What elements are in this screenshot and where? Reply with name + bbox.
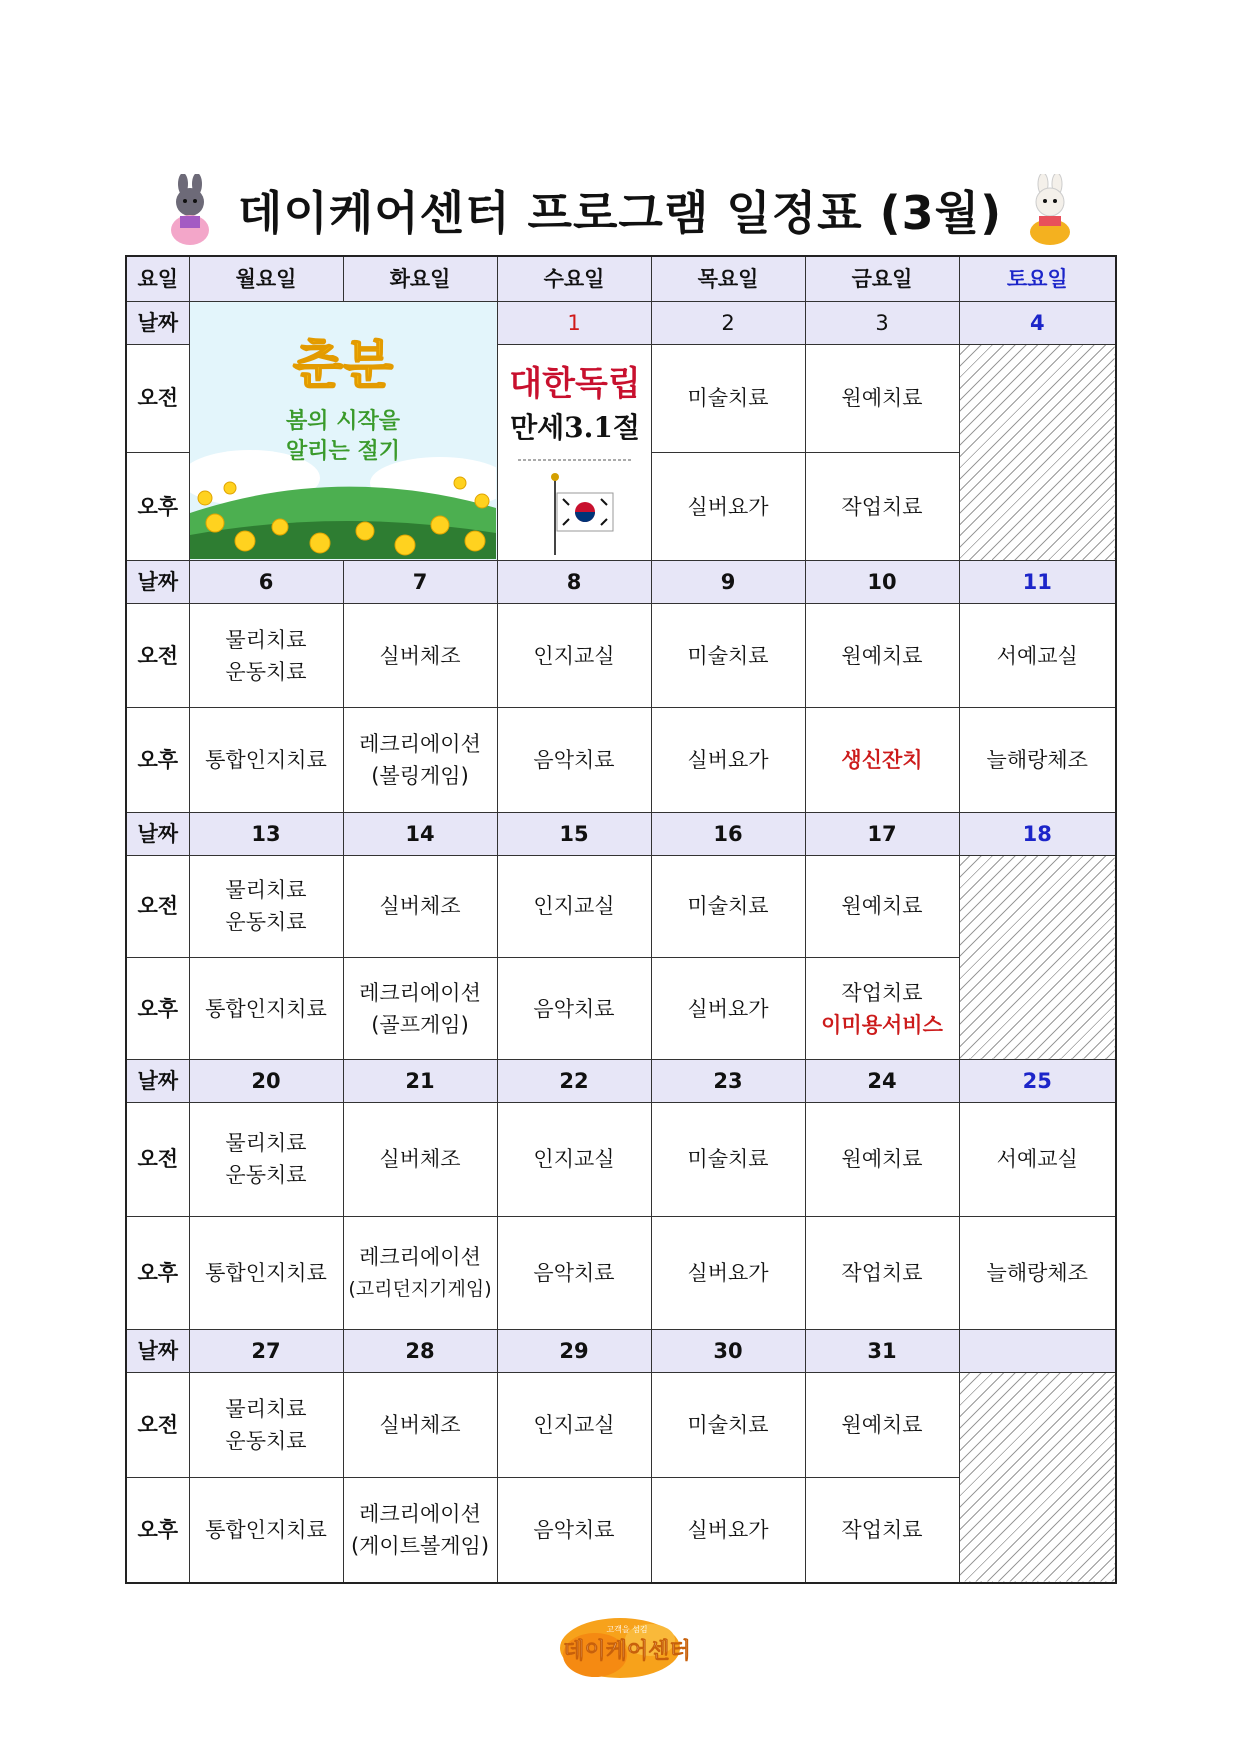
date-row xyxy=(126,1060,1116,1103)
cell-pm: 음악치료 xyxy=(497,708,651,812)
cell-am xyxy=(189,855,343,957)
pm-label: 오후 xyxy=(126,1478,189,1583)
date-cell: 23 xyxy=(651,1060,805,1103)
date-cell: 22 xyxy=(497,1060,651,1103)
am-label: 오전 xyxy=(126,604,189,708)
am-row xyxy=(126,604,1116,708)
program-line: 운동치료 xyxy=(225,910,307,935)
cell-am: 인지교실 xyxy=(497,1372,651,1477)
cell-am: 원예치료 xyxy=(805,344,959,452)
program-line: 물리치료 xyxy=(225,1397,307,1422)
rabbit-hanbok-icon xyxy=(164,174,216,246)
date-cell: 31 xyxy=(805,1329,959,1372)
program-line: (골프게임) xyxy=(371,1012,469,1037)
rabbit-hanbok-icon xyxy=(1024,174,1076,246)
date-cell: 15 xyxy=(497,812,651,855)
cell-am: 미술치료 xyxy=(651,604,805,708)
cell-pm: 통합인지치료 xyxy=(189,708,343,812)
am-label: 오전 xyxy=(126,344,189,452)
date-cell-saturday: 11 xyxy=(959,561,1116,604)
date-cell-holiday: 1 xyxy=(497,301,651,344)
program-line: 물리치료 xyxy=(225,878,307,903)
date-cell: 16 xyxy=(651,812,805,855)
cell-am: 미술치료 xyxy=(651,344,805,452)
cell-pm: 음악치료 xyxy=(497,1478,651,1583)
schedule-table xyxy=(125,255,1117,1584)
date-cell: 21 xyxy=(343,1060,497,1103)
independence-line1: 대한독립 xyxy=(508,364,641,405)
pm-label: 오후 xyxy=(126,708,189,812)
spring-line1: 봄의 시작을 xyxy=(285,408,400,434)
program-line-event: 이미용서비스 xyxy=(821,1012,943,1037)
date-cell-saturday: 25 xyxy=(959,1060,1116,1103)
header-row xyxy=(126,256,1116,301)
spring-line2: 알리는 절기 xyxy=(285,438,400,464)
logo-small-text: 고객을 섬김 xyxy=(606,1625,648,1634)
cell-pm: 실버요가 xyxy=(651,1478,805,1583)
cell-pm: 작업치료 xyxy=(805,452,959,560)
date-cell: 29 xyxy=(497,1329,651,1372)
cell-am: 원예치료 xyxy=(805,604,959,708)
date-cell: 3 xyxy=(805,301,959,344)
date-label: 날짜 xyxy=(126,812,189,855)
closed-cell xyxy=(959,1372,1116,1583)
cell-pm: 음악치료 xyxy=(497,1216,651,1329)
program-line: 작업치료 xyxy=(841,980,923,1005)
date-cell: 27 xyxy=(189,1329,343,1372)
date-cell-saturday xyxy=(959,1329,1116,1372)
am-label: 오전 xyxy=(126,855,189,957)
cell-pm xyxy=(805,958,959,1060)
date-label: 날짜 xyxy=(126,1060,189,1103)
program-line: 레크리에이션 xyxy=(359,1244,481,1269)
day-header-saturday: 토요일 xyxy=(959,256,1116,301)
date-row xyxy=(126,812,1116,855)
cell-pm: 실버요가 xyxy=(651,958,805,1060)
date-cell: 13 xyxy=(189,812,343,855)
independence-line2: 만세3.1절 xyxy=(509,411,640,445)
independence-day-image xyxy=(497,344,651,560)
cell-pm: 통합인지치료 xyxy=(189,1216,343,1329)
spring-illustration xyxy=(190,303,496,559)
cell-pm: 작업치료 xyxy=(805,1216,959,1329)
daycare-logo xyxy=(535,1600,715,1690)
date-cell: 30 xyxy=(651,1329,805,1372)
am-row xyxy=(126,1372,1116,1477)
am-row xyxy=(126,1103,1116,1216)
cell-pm: 늘해랑체조 xyxy=(959,1216,1116,1329)
cell-am: 인지교실 xyxy=(497,604,651,708)
program-line: 레크리에이션 xyxy=(359,732,481,757)
program-line: 운동치료 xyxy=(225,1429,307,1454)
title-row xyxy=(0,170,1240,250)
day-header: 금요일 xyxy=(805,256,959,301)
date-cell: 2 xyxy=(651,301,805,344)
cell-am xyxy=(189,1103,343,1216)
date-cell: 14 xyxy=(343,812,497,855)
spring-equinox-image xyxy=(189,301,497,561)
day-header: 수요일 xyxy=(497,256,651,301)
pm-row xyxy=(126,708,1116,812)
program-line: (볼링게임) xyxy=(371,764,469,789)
am-label: 오전 xyxy=(126,1372,189,1477)
date-label: 날짜 xyxy=(126,561,189,604)
pm-row xyxy=(126,1216,1116,1329)
cell-pm: 실버요가 xyxy=(651,452,805,560)
date-label: 날짜 xyxy=(126,301,189,344)
date-cell: 6 xyxy=(189,561,343,604)
cell-pm xyxy=(343,1478,497,1583)
cell-am xyxy=(189,604,343,708)
date-cell: 9 xyxy=(651,561,805,604)
program-line: 물리치료 xyxy=(225,627,307,652)
cell-pm: 작업치료 xyxy=(805,1478,959,1583)
cell-am: 미술치료 xyxy=(651,1372,805,1477)
cell-pm: 실버요가 xyxy=(651,708,805,812)
date-cell: 8 xyxy=(497,561,651,604)
pm-label: 오후 xyxy=(126,1216,189,1329)
date-cell: 10 xyxy=(805,561,959,604)
program-line: 레크리에이션 xyxy=(359,980,481,1005)
cell-am: 실버체조 xyxy=(343,1103,497,1216)
date-cell: 28 xyxy=(343,1329,497,1372)
date-cell: 20 xyxy=(189,1060,343,1103)
cell-pm xyxy=(343,708,497,812)
closed-cell xyxy=(959,855,1116,1059)
cell-am: 실버체조 xyxy=(343,855,497,957)
cell-am: 원예치료 xyxy=(805,1103,959,1216)
cell-am: 원예치료 xyxy=(805,1372,959,1477)
pm-label: 오후 xyxy=(126,452,189,560)
program-line: 운동치료 xyxy=(225,659,307,684)
program-line: (고리던지기게임) xyxy=(348,1277,492,1300)
cell-am: 인지교실 xyxy=(497,1103,651,1216)
cell-pm-event: 생신잔치 xyxy=(805,708,959,812)
cell-am: 미술치료 xyxy=(651,1103,805,1216)
program-line: 운동치료 xyxy=(225,1163,307,1188)
cell-pm: 통합인지치료 xyxy=(189,958,343,1060)
day-header: 월요일 xyxy=(189,256,343,301)
date-row xyxy=(126,301,1116,344)
closed-cell xyxy=(959,344,1116,560)
cell-pm: 늘해랑체조 xyxy=(959,708,1116,812)
cell-pm: 실버요가 xyxy=(651,1216,805,1329)
page-title: 데이케어센터 프로그램 일정표 (3월) xyxy=(237,186,1003,240)
day-header: 목요일 xyxy=(651,256,805,301)
am-label: 오전 xyxy=(126,1103,189,1216)
cell-am: 인지교실 xyxy=(497,855,651,957)
program-line: (게이트볼게임) xyxy=(350,1534,490,1559)
date-row xyxy=(126,561,1116,604)
day-header: 화요일 xyxy=(343,256,497,301)
spring-title: 춘분 xyxy=(292,335,393,396)
independence-illustration xyxy=(498,345,652,559)
cell-am: 서예교실 xyxy=(959,1103,1116,1216)
cell-am: 실버체조 xyxy=(343,1372,497,1477)
cell-pm: 음악치료 xyxy=(497,958,651,1060)
program-line: 물리치료 xyxy=(225,1131,307,1156)
corner-cell: 요일 xyxy=(126,256,189,301)
cell-pm: 통합인지치료 xyxy=(189,1478,343,1583)
cell-am: 서예교실 xyxy=(959,604,1116,708)
date-row xyxy=(126,1329,1116,1372)
pm-label: 오후 xyxy=(126,958,189,1060)
program-line: 레크리에이션 xyxy=(359,1502,481,1527)
cell-am xyxy=(189,1372,343,1477)
date-cell-saturday: 4 xyxy=(959,301,1116,344)
logo-main-text: 데이케어센터 xyxy=(563,1639,691,1664)
cell-pm xyxy=(343,958,497,1060)
date-cell: 17 xyxy=(805,812,959,855)
date-label: 날짜 xyxy=(126,1329,189,1372)
cell-am: 미술치료 xyxy=(651,855,805,957)
cell-am: 원예치료 xyxy=(805,855,959,957)
am-row xyxy=(126,855,1116,957)
date-cell-saturday: 18 xyxy=(959,812,1116,855)
date-cell: 7 xyxy=(343,561,497,604)
cell-pm xyxy=(343,1216,497,1329)
date-cell: 24 xyxy=(805,1060,959,1103)
cell-am: 실버체조 xyxy=(343,604,497,708)
